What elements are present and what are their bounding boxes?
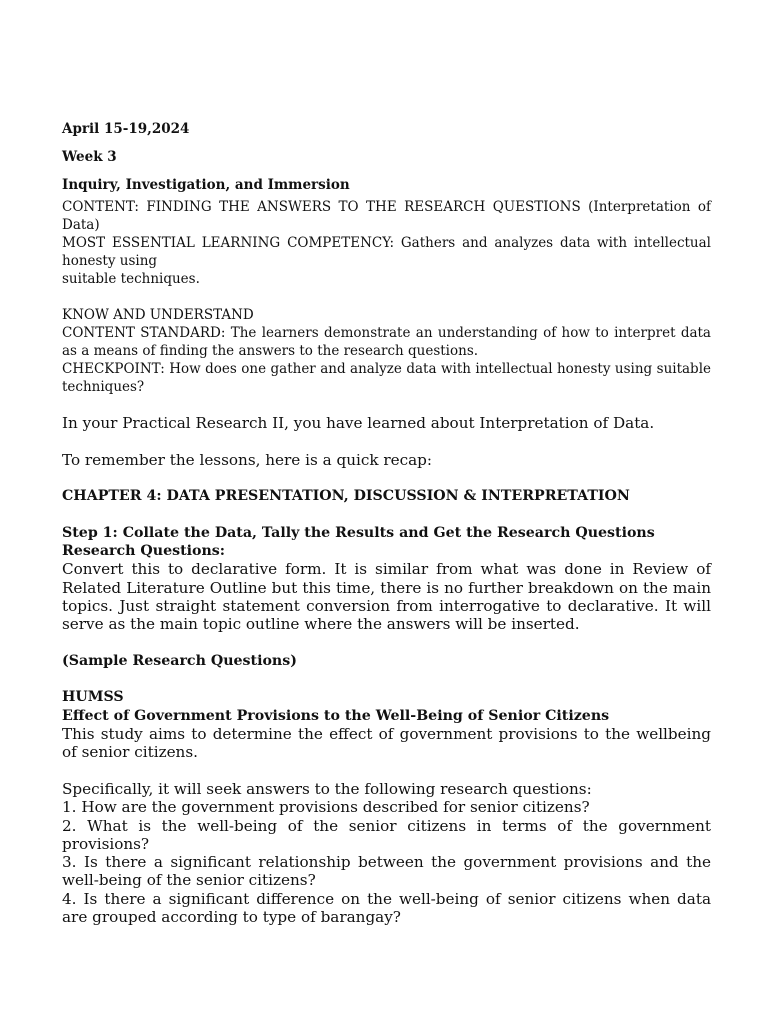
melc-continuation: suitable techniques. bbox=[62, 271, 200, 287]
research-questions-paragraph: Convert this to declarative form. It is similar from what was done in Review of Related Literature Outline but this time, there is no further breakdown on the main topics. Just straight statement conversion from interrogative to declarative. It will serve as the main topic outline where the answers will be inserted. bbox=[62, 560, 711, 634]
step-1-title: Step 1: Collate the Data, Tally the Results and Get the Research Questions bbox=[62, 524, 655, 541]
document-date: April 15-19,2024 bbox=[62, 121, 190, 137]
research-question-item: 3. Is there a significant relationship between the government provisions and the well-being of the senior citizens? bbox=[62, 853, 711, 890]
subject-title: Inquiry, Investigation, and Immersion bbox=[62, 177, 350, 193]
specifically-paragraph: Specifically, it will seek answers to the following research questions: bbox=[62, 779, 592, 798]
chapter-title: CHAPTER 4: DATA PRESENTATION, DISCUSSION & INTERPRETATION bbox=[62, 488, 630, 505]
research-question-item: 2. What is the well-being of the senior citizens in terms of the government provisions? bbox=[62, 816, 711, 853]
spacer bbox=[62, 634, 711, 652]
strand-heading: HUMSS bbox=[62, 689, 124, 706]
recall-paragraph: In your Practical Research II, you have learned about Interpretation of Data. bbox=[62, 414, 655, 432]
checkpoint: CHECKPOINT: How does one gather and analyze data with intellectual honesty using suitable techniques? bbox=[62, 361, 711, 395]
content-standard: CONTENT STANDARD: The learners demonstrate an understanding of how to interpret data as a means of finding the answers to the research questions. bbox=[62, 325, 711, 359]
spacer bbox=[62, 762, 711, 780]
recap-paragraph: To remember the lessons, here is a quick recap: bbox=[62, 450, 433, 469]
study-title: Effect of Government Provisions to the Well-Being of Senior Citizens bbox=[62, 707, 610, 724]
week-label: Week 3 bbox=[62, 149, 117, 165]
spacer bbox=[62, 670, 711, 688]
spacer bbox=[62, 469, 711, 487]
content-line: CONTENT: FINDING THE ANSWERS TO THE RESEARCH QUESTIONS (Interpretation of Data) bbox=[62, 199, 711, 233]
research-question-item: 1. How are the government provisions described for senior citizens? bbox=[62, 798, 590, 817]
know-understand-heading: KNOW AND UNDERSTAND bbox=[62, 307, 254, 323]
document-page bbox=[62, 120, 711, 926]
spacer bbox=[62, 432, 711, 450]
sample-heading: (Sample Research Questions) bbox=[62, 652, 297, 669]
spacer bbox=[62, 396, 711, 414]
spacer bbox=[62, 505, 711, 523]
spacer bbox=[62, 288, 711, 306]
aim-paragraph: This study aims to determine the effect of government provisions to the wellbeing of senior citizens. bbox=[62, 725, 711, 762]
research-question-item: 4. Is there a significant difference on the well-being of senior citizens when data are grouped according to type of barangay? bbox=[62, 889, 711, 927]
melc-line: MOST ESSENTIAL LEARNING COMPETENCY: Gathers and analyzes data with intellectual honesty using bbox=[62, 235, 711, 269]
research-questions-heading: Research Questions: bbox=[62, 543, 226, 560]
